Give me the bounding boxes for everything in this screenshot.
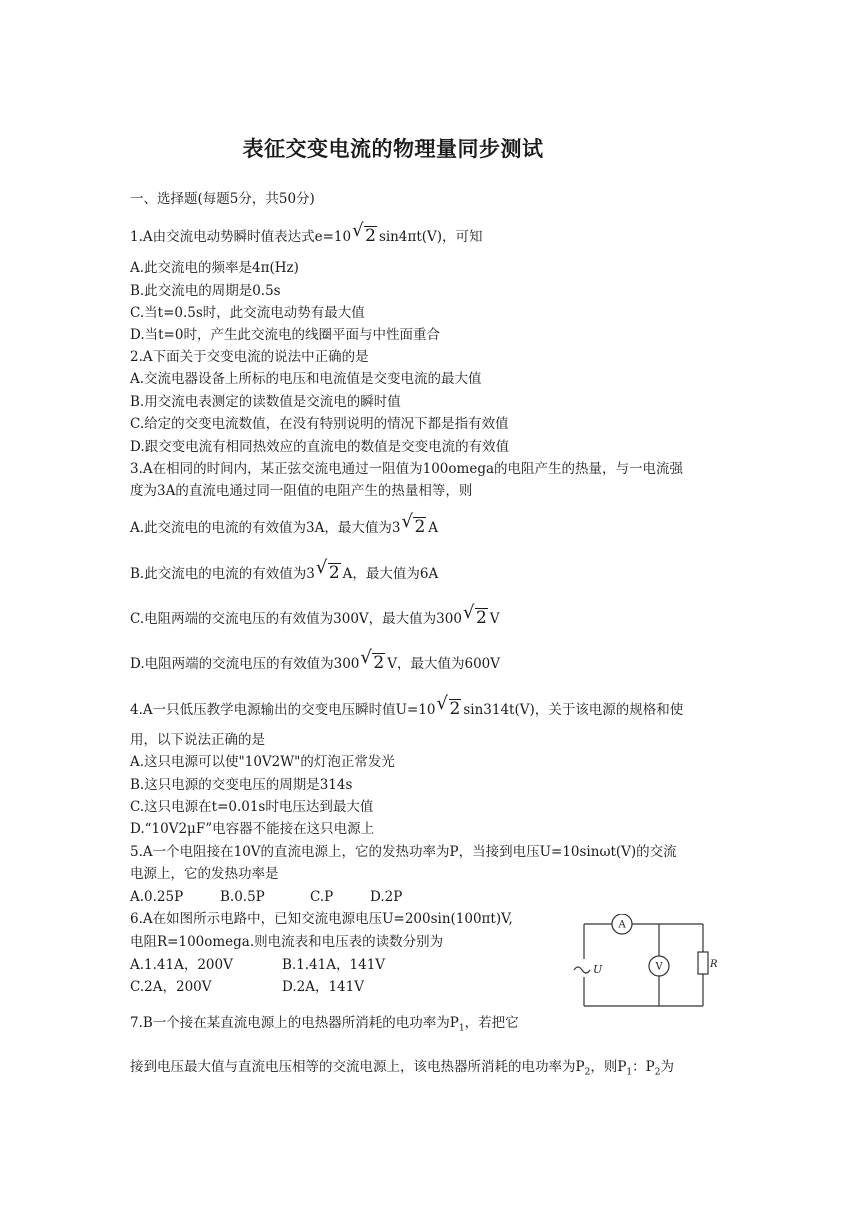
q5-option-a: A.0.25P (130, 889, 184, 905)
circuit-diagram (570, 914, 720, 1014)
question-5-stem: 5.A一个电阻接在10V的直流电源上，它的发热功率为P，当接到电压U=10sinωt(V)的交流 (130, 844, 677, 860)
resistor-icon (698, 952, 708, 974)
q3-option-a: A.此交流电的电流的有效值为3A，最大值为3√ 2 A (130, 517, 438, 537)
question-1-stem: 1.A由交流电动势瞬时值表达式e=10√ 2 sin4πt(V)，可知 (130, 226, 483, 246)
q6-option-d: D.2A，141V (282, 979, 364, 995)
question-4-stem: 4.A一只低压教学电源输出的交变电压瞬时值U=10√ 2 sin314t(V)，关于该电源的规格和使 (130, 699, 683, 719)
q3-option-d: D.电阻两端的交流电压的有效值为300√ 2 V，最大值为600V (130, 653, 500, 673)
q5-option-c: C.P (310, 889, 334, 905)
q6-option-a: A.1.41A，200V (130, 957, 233, 973)
q5-option-d: D.2P (370, 889, 403, 905)
sqrt-symbol: √ 2 (361, 653, 385, 673)
q1-option-a: A.此交流电的频率是4π(Hz) (130, 260, 299, 276)
question-6-stem-cont: 电阻R=100omega.则电流表和电压表的读数分别为 (130, 934, 444, 950)
voltmeter-label: V (655, 961, 663, 973)
question-5-stem-cont: 电源上，它的发热功率是 (130, 866, 279, 882)
question-3-stem: 3.A在相同的时间内，某正弦交流电通过一阻值为100omega的电阻产生的热量，与一电流强 (130, 461, 684, 477)
section-heading: 一、选择题(每题5分，共50分) (130, 191, 315, 207)
question-7-stem: 7.B一个接在某直流电源上的电热器所消耗的电功率为$P_1$，若把它 (130, 1015, 519, 1034)
q1-option-b: B.此交流电的周期是0.5s (130, 283, 281, 299)
page-title: 表征交变电流的物理量同步测试 (242, 137, 544, 161)
q4-option-a: A.这只电源可以使"10V2W"的灯泡正常发光 (130, 754, 395, 770)
sqrt-symbol: √ 2 (464, 608, 488, 628)
q1-option-d: D.当t=0时，产生此交流电的线圈平面与中性面重合 (130, 327, 440, 343)
question-2-stem: 2.A下面关于交变电流的说法中正确的是 (130, 349, 369, 365)
q4-option-d: D.“10V2μF”电容器不能接在这只电源上 (130, 821, 375, 837)
q6-option-c: C.2A，200V (130, 979, 212, 995)
q5-option-b: B.0.5P (220, 889, 265, 905)
ammeter-label: A (618, 919, 626, 931)
q4-option-c: C.这只电源在t=0.01s时电压达到最大值 (130, 799, 374, 815)
question-4-stem-cont: 用，以下说法正确的是 (130, 732, 265, 748)
sqrt-symbol: √ 2 (317, 563, 341, 583)
question-6-stem: 6.A在如图所示电路中，已知交流电源电压U=200sin(100πt)V, (130, 911, 513, 927)
sqrt-symbol: √ 2 (438, 699, 462, 719)
q6-options-row2 (130, 978, 364, 996)
q2-option-c: C.给定的交变电流数值，在没有特别说明的情况下都是指有效值 (130, 416, 509, 432)
q2-option-d: D.跟交变电流有相同热效应的直流电的数值是交变电流的有效值 (130, 439, 510, 455)
q2-option-b: B.用交流电表测定的读数值是交流电的瞬时值 (130, 394, 401, 410)
q4-option-b: B.这只电源的交变电压的周期是314s (130, 777, 353, 793)
q2-option-a: A.交流电器设备上所标的电压和电流值是交变电流的最大值 (130, 371, 482, 387)
q3-option-c: C.电阻两端的交流电压的有效值为300V，最大值为300√ 2 V (130, 608, 500, 628)
q6-option-b: B.1.41A，141V (282, 957, 386, 973)
question-7-stem-cont: 接到电压最大值与直流电压相等的交流电源上，该电热器所消耗的电功率为$P_2$，则$P_1$：$P_2$为 (130, 1059, 674, 1078)
sqrt-symbol: √ 2 (353, 226, 377, 246)
q3-option-b: B.此交流电的电流的有效值为3√ 2 A，最大值为6A (130, 563, 438, 583)
ac-source-icon (574, 967, 590, 973)
sqrt-symbol: √ 2 (402, 517, 426, 537)
q1-option-c: C.当t=0.5s时，此交流电动势有最大值 (130, 305, 365, 321)
q5-options (130, 888, 402, 906)
resistor-label: R (710, 959, 718, 970)
question-3-stem-cont: 度为3A的直流电通过同一阻值的电阻产生的热量相等，则 (130, 483, 473, 499)
q6-options-row1 (130, 956, 385, 974)
source-label: U (593, 963, 603, 976)
